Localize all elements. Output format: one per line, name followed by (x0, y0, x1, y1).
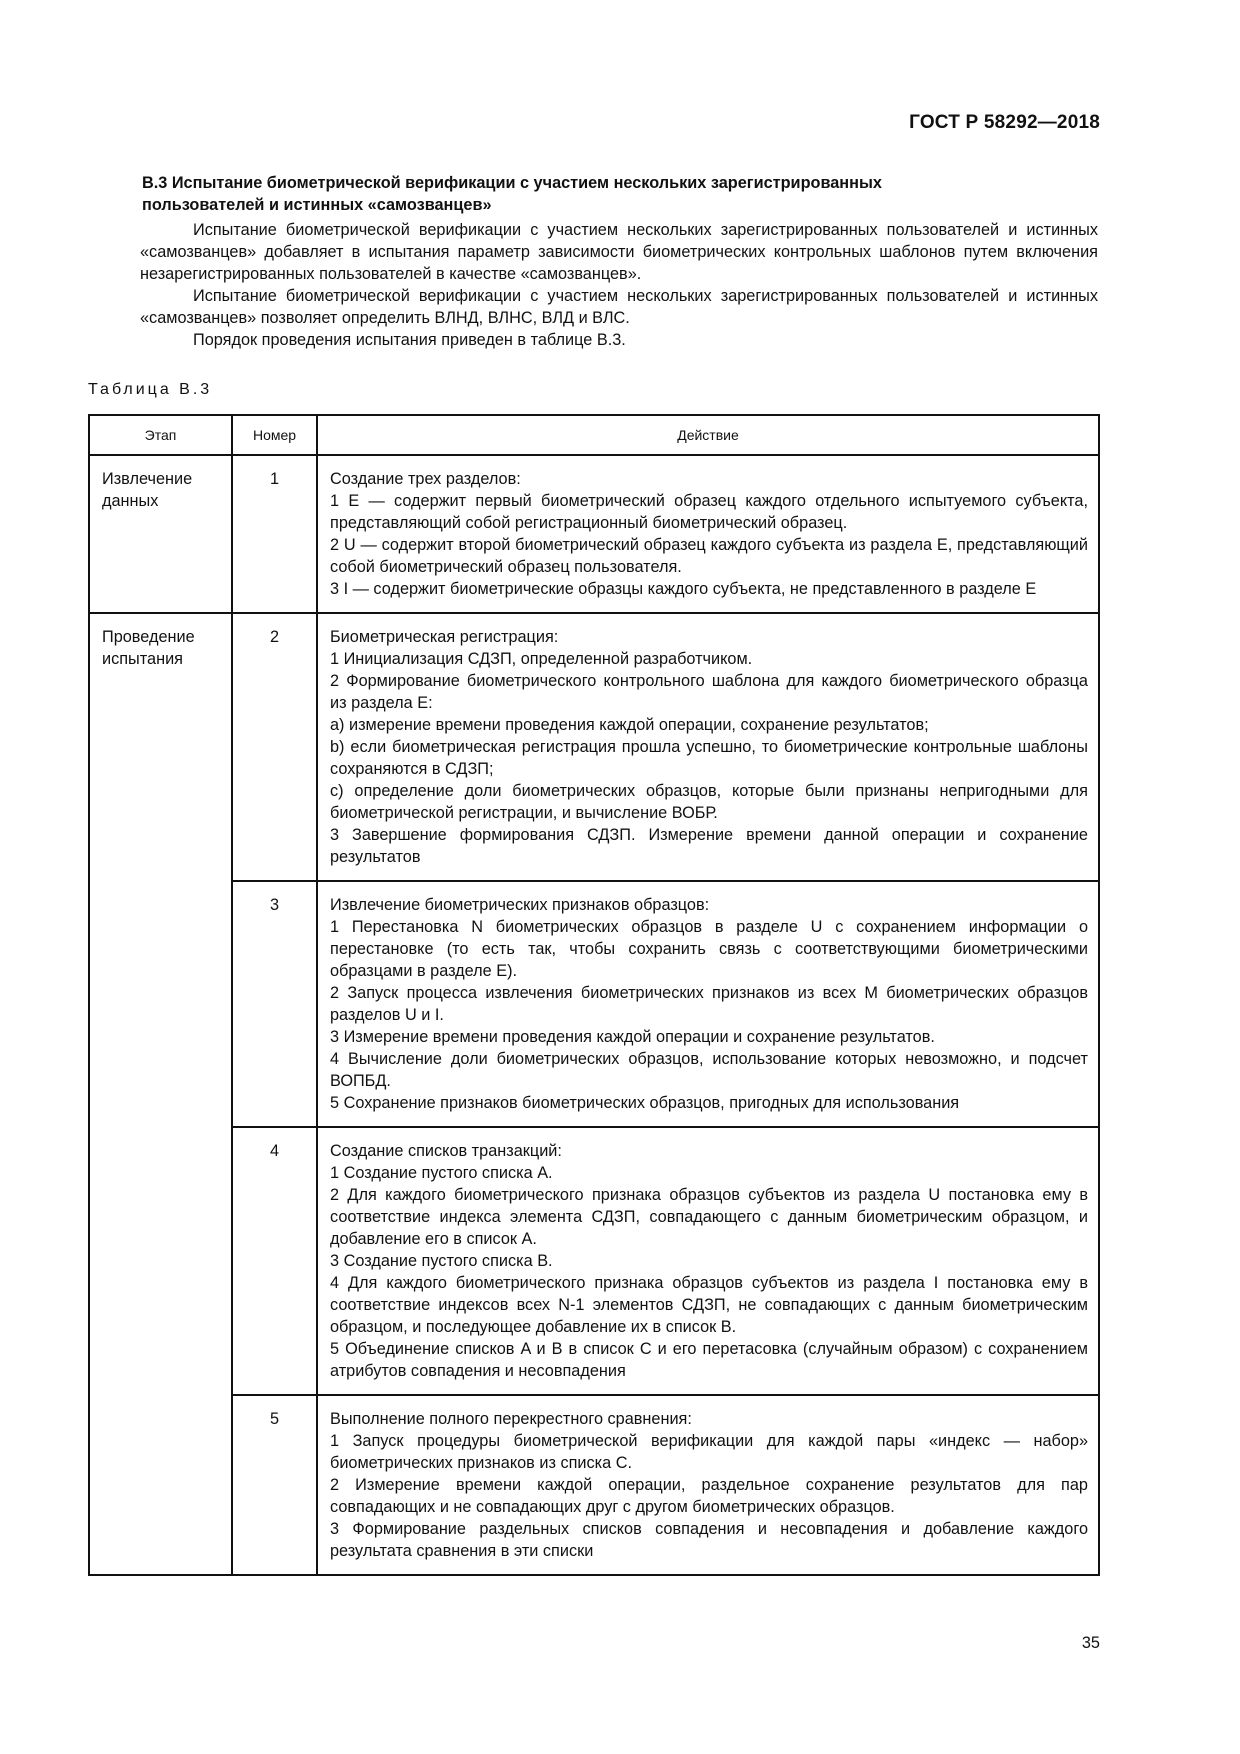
stage-cell: Извлечение данных (89, 455, 232, 613)
action-cell (317, 1395, 1099, 1575)
action-line: 3 Измерение времени проведения каждой операции и сохранение результатов. (330, 1028, 935, 1046)
action-line: 4 Для каждого биометрического признака образцов субъектов из раздела I постановка ему в соответствие индексов всех N-1 элементов СДЗП, не совпадающих с данным биометрическим образцом, и последующее добавление их в список B. (330, 1274, 1088, 1336)
action-cell (317, 881, 1099, 1127)
paragraph: Порядок проведения испытания приведен в таблице В.3. (193, 331, 626, 349)
action-line: Выполнение полного перекрестного сравнения: (330, 1410, 692, 1428)
action-line: Создание трех разделов: (330, 470, 521, 488)
table-header-row (89, 415, 1099, 455)
stage-cell (89, 1395, 232, 1575)
action-line: 2 Измерение времени каждой операции, раздельное сохранение результатов для пар совпадающих и не совпадающих друг с другом биометрических образцов. (330, 1476, 1088, 1516)
table-caption: Таблица В.3 (88, 381, 213, 398)
action-line: 5 Сохранение признаков биометрических образцов, пригодных для использования (330, 1094, 960, 1112)
document-id: ГОСТ Р 58292—2018 (909, 112, 1100, 133)
column-header-action: Действие (317, 415, 1099, 455)
stage-cell (89, 1127, 232, 1395)
table-row (89, 881, 1099, 1127)
action-line: Создание списков транзакций: (330, 1142, 562, 1160)
column-header-number: Номер (232, 415, 317, 455)
action-cell (317, 1127, 1099, 1395)
action-line: 3 Формирование раздельных списков совпадения и несовпадения и добавление каждого результата сравнения в эти списки (330, 1520, 1088, 1560)
paragraph: Испытание биометрической верификации с участием нескольких зарегистрированных пользователей и истинных «самозванцев» добавляет в испытания параметр зависимости биометрических контрольных шаблонов путем включения незарегистрированных пользователей в качестве «самозванцев». (140, 221, 1098, 283)
action-line: Извлечение биометрических признаков образцов: (330, 896, 710, 914)
action-line: 2 U — содержит второй биометрический образец каждого субъекта из раздела E, представляющий собой биометрический образец пользователя. (330, 536, 1088, 576)
action-line: 4 Вычисление доли биометрических образцов, использование которых невозможно, и подсчет ВОПБД. (330, 1050, 1088, 1090)
section-title-line-2: пользователей и истинных «самозванцев» (142, 196, 492, 214)
action-line: 2 Формирование биометрического контрольного шаблона для каждого биометрического образца из раздела E: (330, 672, 1088, 712)
action-line: 5 Объединение списков A и B в список C и его перетасовка (случайным образом) с сохранением атрибутов совпадения и несовпадения (330, 1340, 1088, 1380)
action-line: 2 Запуск процесса извлечения биометрических признаков из всех M биометрических образцов разделов U и I. (330, 984, 1088, 1024)
number-cell: 4 (232, 1127, 317, 1395)
page-number: 35 (1081, 1634, 1100, 1652)
stage-cell: Проведение испытания (89, 613, 232, 881)
action-line: 3 Создание пустого списка B. (330, 1252, 553, 1270)
number-cell: 5 (232, 1395, 317, 1575)
action-line: 1 Запуск процедуры биометрической верификации для каждой пары «индекс — набор» биометрических признаков из списка C. (330, 1432, 1088, 1472)
column-header-stage: Этап (89, 415, 232, 455)
stage-cell (89, 881, 232, 1127)
action-line: c) определение доли биометрических образцов, которые были признаны непригодными для биометрической регистрации, и вычисление ВОБР. (330, 782, 1088, 822)
section-title (140, 172, 1098, 216)
action-line: 3 Завершение формирования СДЗП. Измерение времени данной операции и сохранение результатов (330, 826, 1088, 866)
action-line: 1 Перестановка N биометрических образцов в разделе U с сохранением информации о перестановке (то есть так, чтобы сохранить связь с соответствующими биометрическими образцами в разделе E). (330, 918, 1088, 980)
action-line: 1 Инициализация СДЗП, определенной разработчиком. (330, 650, 753, 668)
action-line: a) измерение времени проведения каждой операции, сохранение результатов; (330, 716, 929, 734)
page-content (88, 172, 1098, 1576)
action-line: 2 Для каждого биометрического признака образцов субъектов из раздела U постановка ему в соответствие индекса элемента СДЗП, совпадающего с данным биометрическим образцом, и добавление его в список A. (330, 1186, 1088, 1248)
action-cell (317, 613, 1099, 881)
action-line: Биометрическая регистрация: (330, 628, 559, 646)
paragraph: Испытание биометрической верификации с участием нескольких зарегистрированных пользователей и истинных «самозванцев» позволяет определить ВЛНД, ВЛНС, ВЛД и ВЛС. (140, 287, 1098, 327)
table-row (89, 613, 1099, 881)
number-cell: 1 (232, 455, 317, 613)
action-line: 3 I — содержит биометрические образцы каждого субъекта, не представленного в разделе E (330, 580, 1037, 598)
action-line: b) если биометрическая регистрация прошла успешно, то биометрические контрольные шаблоны сохраняются в СДЗП; (330, 738, 1088, 778)
action-line: 1 E — содержит первый биометрический образец каждого отдельного испытуемого субъекта, представляющий собой регистрационный биометрический образец. (330, 492, 1088, 532)
table-row (89, 1127, 1099, 1395)
number-cell: 3 (232, 881, 317, 1127)
section-title-line-1: B.3 Испытание биометрической верификации с участием нескольких зарегистрированных (142, 174, 882, 192)
table-row (89, 1395, 1099, 1575)
table-row (89, 455, 1099, 613)
number-cell: 2 (232, 613, 317, 881)
action-line: 1 Создание пустого списка A. (330, 1164, 553, 1182)
procedure-table (88, 414, 1100, 1576)
action-cell (317, 455, 1099, 613)
